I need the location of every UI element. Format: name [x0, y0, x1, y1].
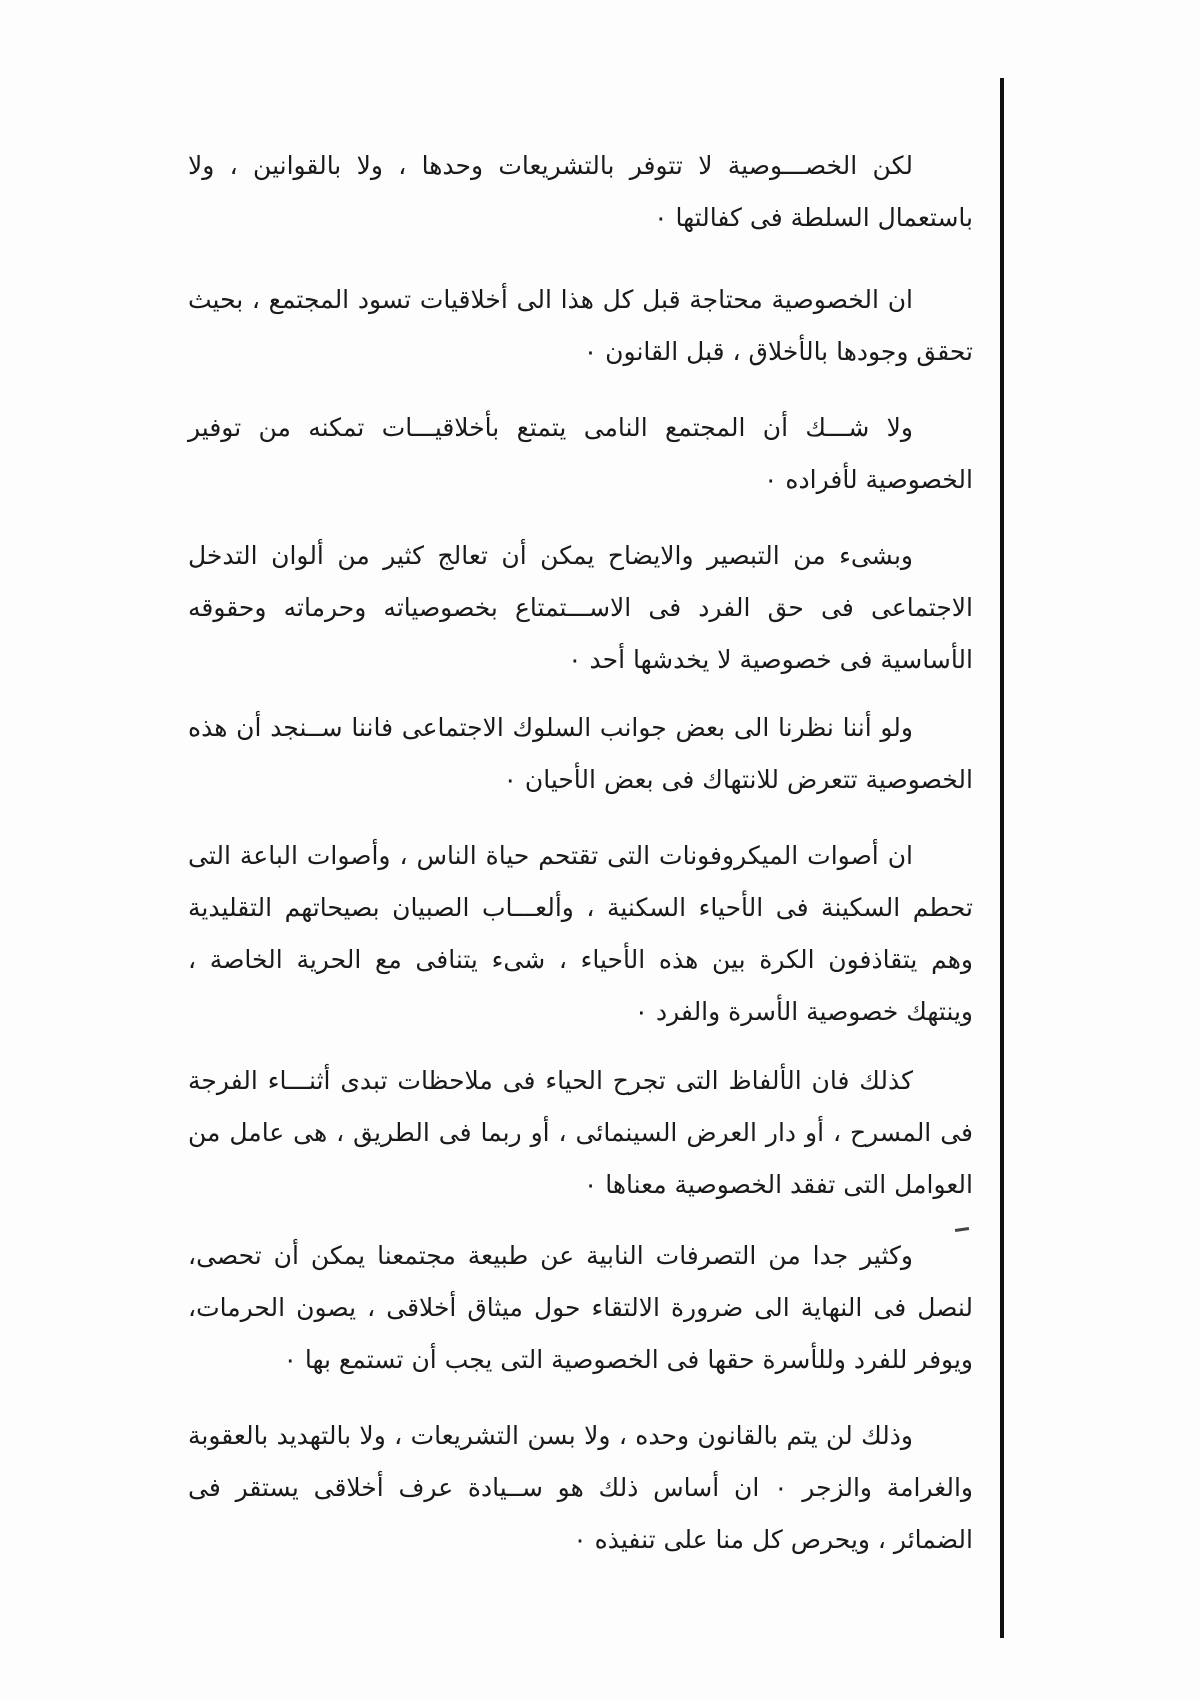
- paragraph-4-text: وبشىء من التبصير والايضاح يمكن أن تعالج كثير من ألوان التدخل الاجتماعى فى حق الفرد فى الاســـتمتاع بخصوصياته وحرماته وحقوقه الأساسية فى خصوصية لا يخدشها أحد ٠: [188, 541, 973, 674]
- paragraph-1-text: لكن الخصـــوصية لا تتوفر بالتشريعات وحدها ، ولا بالقوانين ، ولا باستعمال السلطة فى كفالتها ٠: [188, 151, 973, 232]
- paragraph-7-text: كذلك فان الألفاظ التى تجرح الحياء فى ملاحظات تبدى أثنـــاء الفرجة فى المسرح ، أو دار العرض السينمائى ، أو ربما فى الطريق ، هى عامل من العوامل التى تفقد الخصوصية معناها ٠: [188, 1066, 973, 1199]
- paragraph-2-text: ان الخصوصية محتاجة قبل كل هذا الى أخلاقيات تسود المجتمع ، بحيث تحقق وجودها بالأخلاق ، قبل القانون ٠: [188, 285, 973, 366]
- paragraph-3: [188, 402, 973, 506]
- paragraph-2: [188, 274, 973, 378]
- paragraph-7: [188, 1055, 973, 1211]
- margin-vertical-rule: [1000, 78, 1004, 1638]
- paragraph-6: [188, 830, 973, 1038]
- paragraph-6-text: ان أصوات الميكروفونات التى تقتحم حياة الناس ، وأصوات الباعة التى تحطم السكينة فى الأحياء السكنية ، وألعـــاب الصبيان بصيحاتهم التقليدية وهم يتقاذفون الكرة بين هذه الأحياء ، شىء يتنافى مع الحرية الخاصة ، وينتهك خصوصية الأسرة والفرد ٠: [188, 841, 973, 1026]
- paragraph-8-text: وكثير جدا من التصرفات النابية عن طبيعة مجتمعنا يمكن أن تحصى، لنصل فى النهاية الى ضرورة الالتقاء حول ميثاق أخلاقى ، يصون الحرمات، ويوفر للفرد وللأسرة حقها فى الخصوصية التى يجب أن تستمع بها ٠: [188, 1241, 973, 1374]
- paragraph-9-text: وذلك لن يتم بالقانون وحده ، ولا بسن التشريعات ، ولا بالتهديد بالعقوبة والغرامة والزجر ٠ ان أساس ذلك هو ســيادة عرف أخلاقى يستقر فى الضمائر ، ويحرص كل منا على تنفيذه ٠: [188, 1421, 973, 1554]
- paragraph-5: [188, 702, 973, 806]
- paragraph-1: [188, 140, 973, 244]
- paragraph-5-text: ولو أننا نظرنا الى بعض جوانب السلوك الاجتماعى فاننا ســنجد أن هذه الخصوصية تتعرض للانتهاك فى بعض الأحيان ٠: [188, 713, 973, 794]
- paragraph-4: [188, 530, 973, 686]
- paragraph-3-text: ولا شـــك أن المجتمع النامى يتمتع بأخلاقيـــات تمكنه من توفير الخصوصية لأفراده ٠: [188, 413, 973, 494]
- paragraph-9: [188, 1410, 973, 1566]
- paragraph-8: [188, 1230, 973, 1386]
